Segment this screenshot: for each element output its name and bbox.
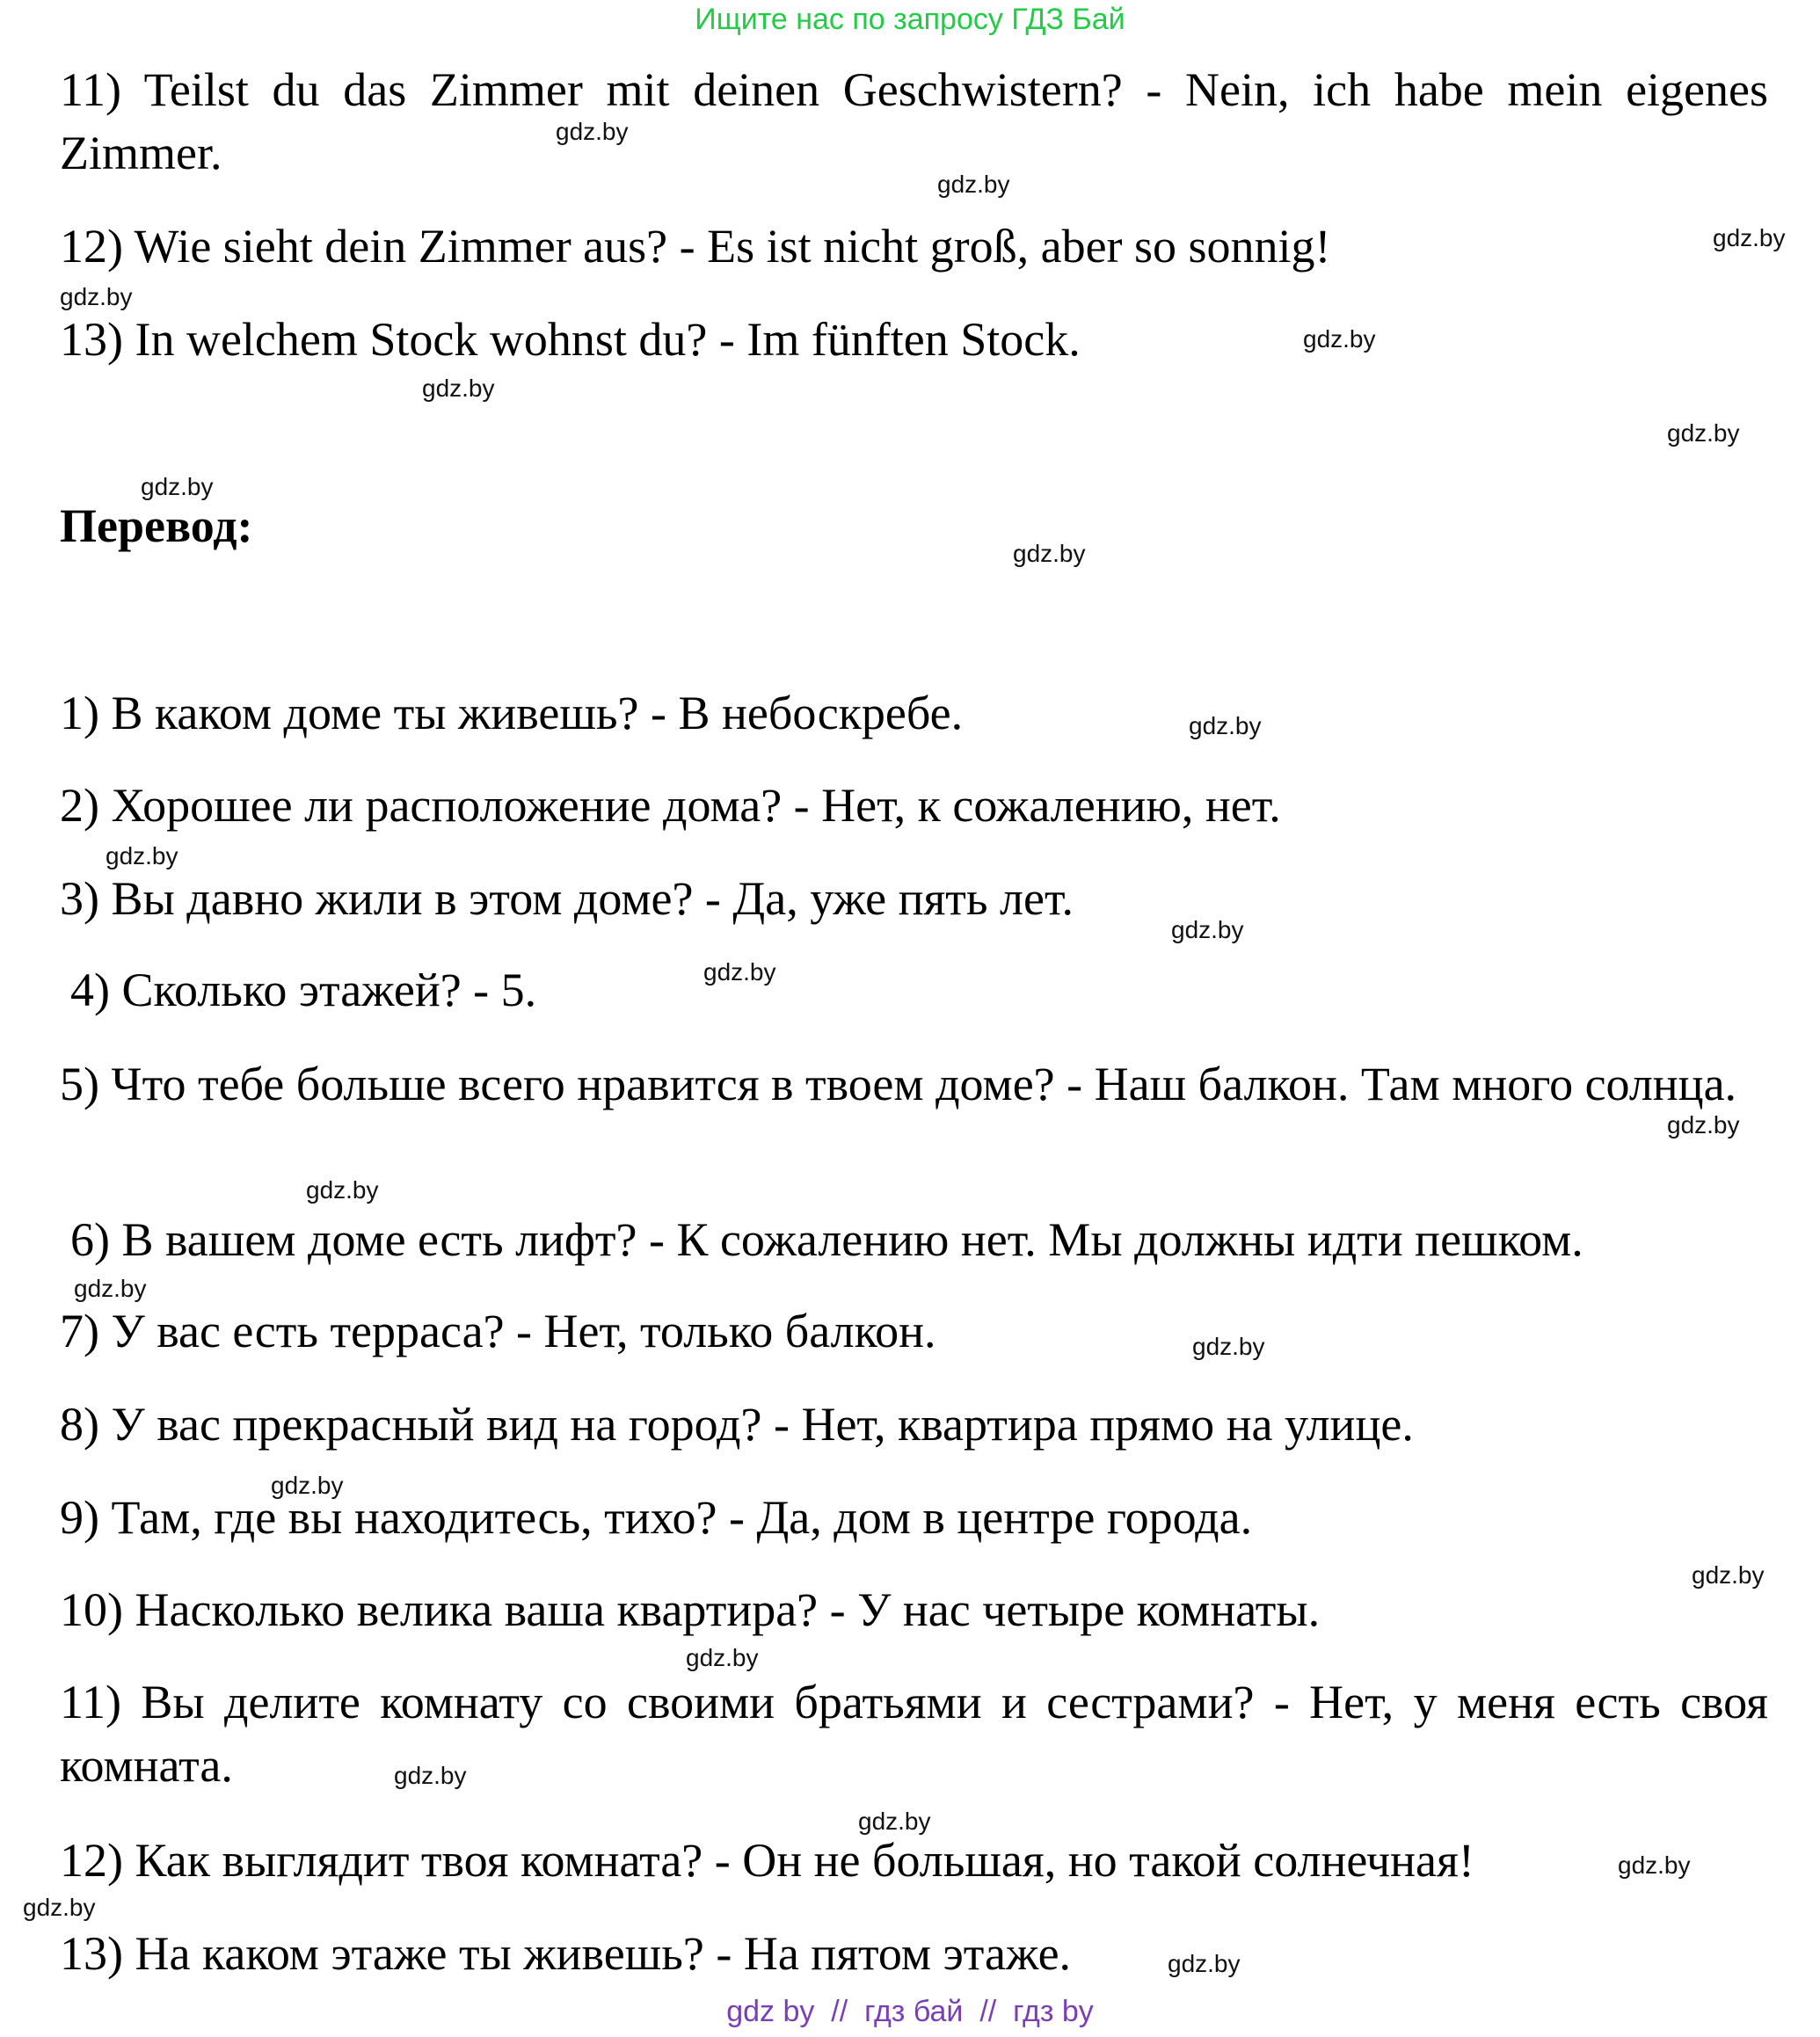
watermark: gdz.by [858,1808,931,1835]
watermark: gdz.by [1013,540,1086,567]
watermark: gdz.by [686,1644,759,1671]
translation-3: 3) Вы давно жили в этом доме? - Да, уже пять лет. [60,872,1074,925]
german-answer-12: 12) Wie sieht dein Zimmer aus? - Es ist nicht groß, aber so sonnig! [60,220,1331,273]
translation-5: 5) Что тебе больше всего нравится в твоем доме? - Наш балкон. Там много солнца. [60,1058,1737,1110]
watermark: gdz.by [937,171,1010,198]
watermark: gdz.by [74,1275,147,1302]
translation-8: 8) У вас прекрасный вид на город? - Нет, квартира прямо на улице. [60,1398,1414,1451]
watermark: gdz.by [422,375,495,402]
translation-13: 13) На каком этаже ты живешь? - На пятом этаже. [60,1927,1072,1980]
watermark: gdz.by [1667,1111,1740,1139]
translation-6: 6) В вашем доме есть лифт? - К сожалению нет. Мы должны идти пешком. [70,1213,1583,1266]
watermark: gdz.by [106,842,178,869]
translation-10: 10) Насколько велика ваша квартира? - У нас четыре комнаты. [60,1583,1321,1636]
watermark: gdz.by [60,283,133,310]
watermark: gdz.by [141,473,214,500]
watermark: gdz.by [1713,224,1786,251]
translation-2: 2) Хорошее ли расположение дома? - Нет, к сожалению, нет. [60,779,1281,832]
watermark: gdz.by [394,1762,467,1789]
watermark: gdz.by [1303,325,1376,353]
search-banner[interactable]: Ищите нас по запросу ГДЗ Бай [695,3,1125,36]
watermark: gdz.by [306,1176,379,1204]
watermark: gdz.by [1189,712,1262,739]
watermark: gdz.by [1168,1950,1241,1977]
translation-11: 11) Вы делите комнату со своими братьями и сестрами? - Нет, у меня есть своя комната. [60,1676,1768,1792]
translation-12: 12) Как выглядит твоя комната? - Он не большая, но такой солнечная! [60,1834,1474,1887]
translation-1: 1) В каком доме ты живешь? - В небоскребе. [60,687,964,739]
watermark: gdz.by [1171,916,1244,943]
german-answer-11: 11) Teilst du das Zimmer mit deinen Geschwistern? - Nein, ich habe mein eigenes Zimmer. [60,63,1768,179]
watermark: gdz.by [1618,1851,1691,1879]
watermark: gdz.by [1692,1561,1765,1589]
translation-4: 4) Сколько этажей? - 5. [70,964,537,1016]
translation-heading: Перевод: [60,499,253,552]
footer-links[interactable]: gdz by // гдз бай // гдз by [726,1995,1094,2028]
translation-9: 9) Там, где вы находитесь, тихо? - Да, дом в центре города. [60,1491,1253,1544]
watermark: gdz.by [556,118,629,145]
watermark: gdz.by [271,1472,344,1499]
watermark: gdz.by [1192,1333,1265,1360]
watermark: gdz.by [703,958,776,986]
watermark: gdz.by [23,1894,96,1921]
watermark: gdz.by [1667,419,1740,447]
translation-7: 7) У вас есть терраса? - Нет, только балкон. [60,1305,936,1357]
german-answer-13: 13) In welchem Stock wohnst du? - Im fünften Stock. [60,313,1081,366]
